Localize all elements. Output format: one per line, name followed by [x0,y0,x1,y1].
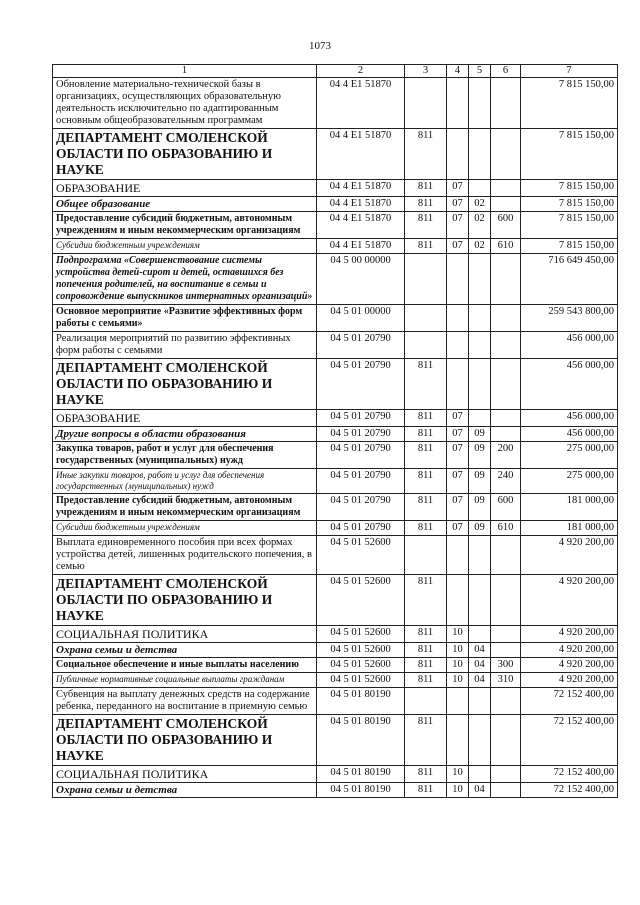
expense-type-code-cell: 610 [491,239,521,254]
amount-cell: 72 152 400,00 [521,715,618,766]
department-code-cell: 811 [405,643,447,658]
subsection-code-cell: 09 [469,469,491,494]
department-code-cell [405,688,447,715]
subsection-code-cell [469,575,491,626]
table-row [53,688,618,715]
expense-type-code-cell [491,129,521,180]
table-row [53,766,618,783]
amount-cell: 456 000,00 [521,410,618,427]
target-article-code-cell: 04 5 01 20790 [317,359,405,410]
section-code-cell: 07 [447,469,469,494]
expense-type-code-cell: 600 [491,494,521,521]
expense-type-code-cell [491,715,521,766]
column-header: 1 [53,65,317,78]
section-code-cell [447,536,469,575]
column-header: 3 [405,65,447,78]
department-code-cell: 811 [405,494,447,521]
table-row [53,715,618,766]
section-code-cell [447,254,469,305]
amount-cell: 7 815 150,00 [521,197,618,212]
item-name-cell: Субсидии бюджетным учреждениям [53,239,317,254]
expense-type-code-cell [491,359,521,410]
item-name-cell: Основное мероприятие «Развитие эффективных форм работы с семьями» [53,305,317,332]
item-name-cell: Субсидии бюджетным учреждениям [53,521,317,536]
amount-cell: 4 920 200,00 [521,673,618,688]
subsection-code-cell [469,129,491,180]
item-name-cell: Охрана семьи и детства [53,643,317,658]
target-article-code-cell: 04 5 01 52600 [317,643,405,658]
target-article-code-cell: 04 5 01 80190 [317,783,405,798]
target-article-code-cell: 04 5 01 80190 [317,715,405,766]
subsection-code-cell [469,715,491,766]
department-code-cell: 811 [405,521,447,536]
amount-cell: 4 920 200,00 [521,643,618,658]
section-code-cell: 10 [447,783,469,798]
target-article-code-cell: 04 5 01 52600 [317,673,405,688]
item-name-cell: Закупка товаров, работ и услуг для обеспечения государственных (муниципальных) нужд [53,442,317,469]
amount-cell: 72 152 400,00 [521,766,618,783]
section-code-cell: 07 [447,212,469,239]
subsection-code-cell: 04 [469,643,491,658]
target-article-code-cell: 04 4 E1 51870 [317,78,405,129]
column-header: 4 [447,65,469,78]
target-article-code-cell: 04 4 E1 51870 [317,212,405,239]
department-code-cell: 811 [405,715,447,766]
department-code-cell: 811 [405,180,447,197]
department-code-cell: 811 [405,427,447,442]
section-code-cell: 10 [447,673,469,688]
section-code-cell: 07 [447,442,469,469]
subsection-code-cell: 09 [469,442,491,469]
department-code-cell: 811 [405,783,447,798]
subsection-code-cell: 09 [469,494,491,521]
department-code-cell: 811 [405,197,447,212]
table-row [53,521,618,536]
item-name-cell: Выплата единовременного пособия при всех формах устройства детей, лишенных родительского попечения, в семью [53,536,317,575]
expense-type-code-cell [491,643,521,658]
amount-cell: 4 920 200,00 [521,626,618,643]
item-name-cell: ДЕПАРТАМЕНТ СМОЛЕНСКОЙ ОБЛАСТИ ПО ОБРАЗОВАНИЮ И НАУКЕ [53,129,317,180]
subsection-code-cell [469,766,491,783]
column-header: 7 [521,65,618,78]
section-code-cell: 10 [447,766,469,783]
target-article-code-cell: 04 5 01 52600 [317,658,405,673]
subsection-code-cell: 04 [469,658,491,673]
section-code-cell: 07 [447,239,469,254]
department-code-cell [405,536,447,575]
department-code-cell [405,305,447,332]
department-code-cell [405,78,447,129]
item-name-cell: Общее образование [53,197,317,212]
table-header-row [53,65,618,78]
subsection-code-cell: 09 [469,521,491,536]
department-code-cell: 811 [405,658,447,673]
amount-cell: 181 000,00 [521,494,618,521]
table-row [53,536,618,575]
section-code-cell: 07 [447,494,469,521]
section-code-cell [447,359,469,410]
department-code-cell: 811 [405,673,447,688]
target-article-code-cell: 04 5 01 52600 [317,575,405,626]
department-code-cell: 811 [405,469,447,494]
section-code-cell [447,575,469,626]
section-code-cell [447,78,469,129]
subsection-code-cell [469,180,491,197]
table-row [53,78,618,129]
item-name-cell: Публичные нормативные социальные выплаты гражданам [53,673,317,688]
section-code-cell [447,305,469,332]
table-row [53,442,618,469]
target-article-code-cell: 04 5 01 52600 [317,536,405,575]
target-article-code-cell: 04 4 E1 51870 [317,180,405,197]
table-row [53,212,618,239]
expense-type-code-cell [491,305,521,332]
expense-type-code-cell [491,536,521,575]
subsection-code-cell: 09 [469,427,491,442]
column-header: 5 [469,65,491,78]
target-article-code-cell: 04 5 01 20790 [317,332,405,359]
expense-type-code-cell [491,180,521,197]
amount-cell: 275 000,00 [521,469,618,494]
subsection-code-cell [469,536,491,575]
item-name-cell: Социальное обеспечение и иные выплаты населению [53,658,317,673]
department-code-cell: 811 [405,575,447,626]
department-code-cell [405,254,447,305]
amount-cell: 7 815 150,00 [521,239,618,254]
section-code-cell: 10 [447,643,469,658]
table-row [53,626,618,643]
expense-type-code-cell [491,78,521,129]
table-row [53,239,618,254]
section-code-cell [447,715,469,766]
expense-type-code-cell [491,575,521,626]
subsection-code-cell: 02 [469,212,491,239]
expense-type-code-cell: 600 [491,212,521,239]
subsection-code-cell [469,254,491,305]
budget-table [52,64,618,798]
expense-type-code-cell [491,332,521,359]
expense-type-code-cell [491,688,521,715]
expense-type-code-cell [491,410,521,427]
amount-cell: 716 649 450,00 [521,254,618,305]
department-code-cell: 811 [405,212,447,239]
item-name-cell: ДЕПАРТАМЕНТ СМОЛЕНСКОЙ ОБЛАСТИ ПО ОБРАЗОВАНИЮ И НАУКЕ [53,715,317,766]
item-name-cell: Реализация мероприятий по развитию эффективных форм работы с семьями [53,332,317,359]
table-row [53,783,618,798]
target-article-code-cell: 04 5 01 20790 [317,442,405,469]
section-code-cell: 07 [447,410,469,427]
item-name-cell: ОБРАЗОВАНИЕ [53,410,317,427]
section-code-cell: 07 [447,180,469,197]
column-header: 2 [317,65,405,78]
table-row [53,332,618,359]
amount-cell: 72 152 400,00 [521,688,618,715]
department-code-cell: 811 [405,410,447,427]
section-code-cell [447,129,469,180]
target-article-code-cell: 04 5 01 20790 [317,469,405,494]
item-name-cell: Предоставление субсидий бюджетным, автономным учреждениям и иным некоммерческим организациям [53,494,317,521]
subsection-code-cell: 02 [469,197,491,212]
expense-type-code-cell [491,254,521,305]
amount-cell: 72 152 400,00 [521,783,618,798]
item-name-cell: Подпрограмма «Совершенствование системы устройства детей-сирот и детей, оставшихся без попечения родителей, на воспитание в семьи и сопровождение выпускников интернатных организаций» [53,254,317,305]
section-code-cell: 10 [447,626,469,643]
section-code-cell: 07 [447,197,469,212]
target-article-code-cell: 04 5 01 00000 [317,305,405,332]
amount-cell: 181 000,00 [521,521,618,536]
department-code-cell: 811 [405,239,447,254]
department-code-cell: 811 [405,442,447,469]
subsection-code-cell [469,626,491,643]
department-code-cell: 811 [405,129,447,180]
table-row [53,410,618,427]
subsection-code-cell [469,688,491,715]
table-row [53,305,618,332]
amount-cell: 7 815 150,00 [521,212,618,239]
target-article-code-cell: 04 5 01 80190 [317,766,405,783]
subsection-code-cell [469,305,491,332]
table-row [53,658,618,673]
amount-cell: 275 000,00 [521,442,618,469]
subsection-code-cell: 02 [469,239,491,254]
expense-type-code-cell: 300 [491,658,521,673]
target-article-code-cell: 04 5 00 00000 [317,254,405,305]
item-name-cell: ДЕПАРТАМЕНТ СМОЛЕНСКОЙ ОБЛАСТИ ПО ОБРАЗОВАНИЮ И НАУКЕ [53,359,317,410]
subsection-code-cell: 04 [469,783,491,798]
page-number: 1073 [309,40,331,52]
table-row [53,254,618,305]
item-name-cell: СОЦИАЛЬНАЯ ПОЛИТИКА [53,626,317,643]
item-name-cell: ДЕПАРТАМЕНТ СМОЛЕНСКОЙ ОБЛАСТИ ПО ОБРАЗОВАНИЮ И НАУКЕ [53,575,317,626]
expense-type-code-cell [491,766,521,783]
table-body [53,78,618,798]
table-row [53,643,618,658]
section-code-cell [447,332,469,359]
section-code-cell: 07 [447,427,469,442]
expense-type-code-cell: 200 [491,442,521,469]
target-article-code-cell: 04 4 E1 51870 [317,129,405,180]
department-code-cell: 811 [405,766,447,783]
department-code-cell: 811 [405,626,447,643]
table-row [53,469,618,494]
amount-cell: 4 920 200,00 [521,658,618,673]
table-row [53,575,618,626]
item-name-cell: Обновление материально-технической базы в организациях, осуществляющих образовательную деятельность исключительно по адаптированным основным общеобразовательным программам [53,78,317,129]
department-code-cell: 811 [405,359,447,410]
table-row [53,197,618,212]
column-header: 6 [491,65,521,78]
item-name-cell: ОБРАЗОВАНИЕ [53,180,317,197]
table-row [53,129,618,180]
amount-cell: 4 920 200,00 [521,536,618,575]
expense-type-code-cell: 610 [491,521,521,536]
section-code-cell: 07 [447,521,469,536]
target-article-code-cell: 04 5 01 20790 [317,427,405,442]
expense-type-code-cell [491,626,521,643]
subsection-code-cell [469,332,491,359]
target-article-code-cell: 04 5 01 20790 [317,494,405,521]
expense-type-code-cell [491,783,521,798]
item-name-cell: Иные закупки товаров, работ и услуг для обеспечения государственных (муниципальных) нужд [53,469,317,494]
expense-type-code-cell [491,427,521,442]
amount-cell: 4 920 200,00 [521,575,618,626]
table-row [53,427,618,442]
item-name-cell: Другие вопросы в области образования [53,427,317,442]
amount-cell: 456 000,00 [521,359,618,410]
item-name-cell: Охрана семьи и детства [53,783,317,798]
department-code-cell [405,332,447,359]
expense-type-code-cell [491,197,521,212]
item-name-cell: СОЦИАЛЬНАЯ ПОЛИТИКА [53,766,317,783]
target-article-code-cell: 04 5 01 20790 [317,521,405,536]
amount-cell: 456 000,00 [521,332,618,359]
amount-cell: 7 815 150,00 [521,180,618,197]
table-row [53,180,618,197]
subsection-code-cell [469,78,491,129]
target-article-code-cell: 04 5 01 52600 [317,626,405,643]
section-code-cell: 10 [447,658,469,673]
item-name-cell: Субвенция на выплату денежных средств на содержание ребенка, переданного на воспитание в приемную семью [53,688,317,715]
target-article-code-cell: 04 4 E1 51870 [317,197,405,212]
table-row [53,673,618,688]
table-row [53,359,618,410]
expense-type-code-cell: 310 [491,673,521,688]
amount-cell: 7 815 150,00 [521,78,618,129]
target-article-code-cell: 04 5 01 80190 [317,688,405,715]
expense-type-code-cell: 240 [491,469,521,494]
item-name-cell: Предоставление субсидий бюджетным, автономным учреждениям и иным некоммерческим организациям [53,212,317,239]
amount-cell: 259 543 800,00 [521,305,618,332]
subsection-code-cell: 04 [469,673,491,688]
target-article-code-cell: 04 4 E1 51870 [317,239,405,254]
subsection-code-cell [469,359,491,410]
section-code-cell [447,688,469,715]
amount-cell: 7 815 150,00 [521,129,618,180]
subsection-code-cell [469,410,491,427]
amount-cell: 456 000,00 [521,427,618,442]
table-row [53,494,618,521]
target-article-code-cell: 04 5 01 20790 [317,410,405,427]
